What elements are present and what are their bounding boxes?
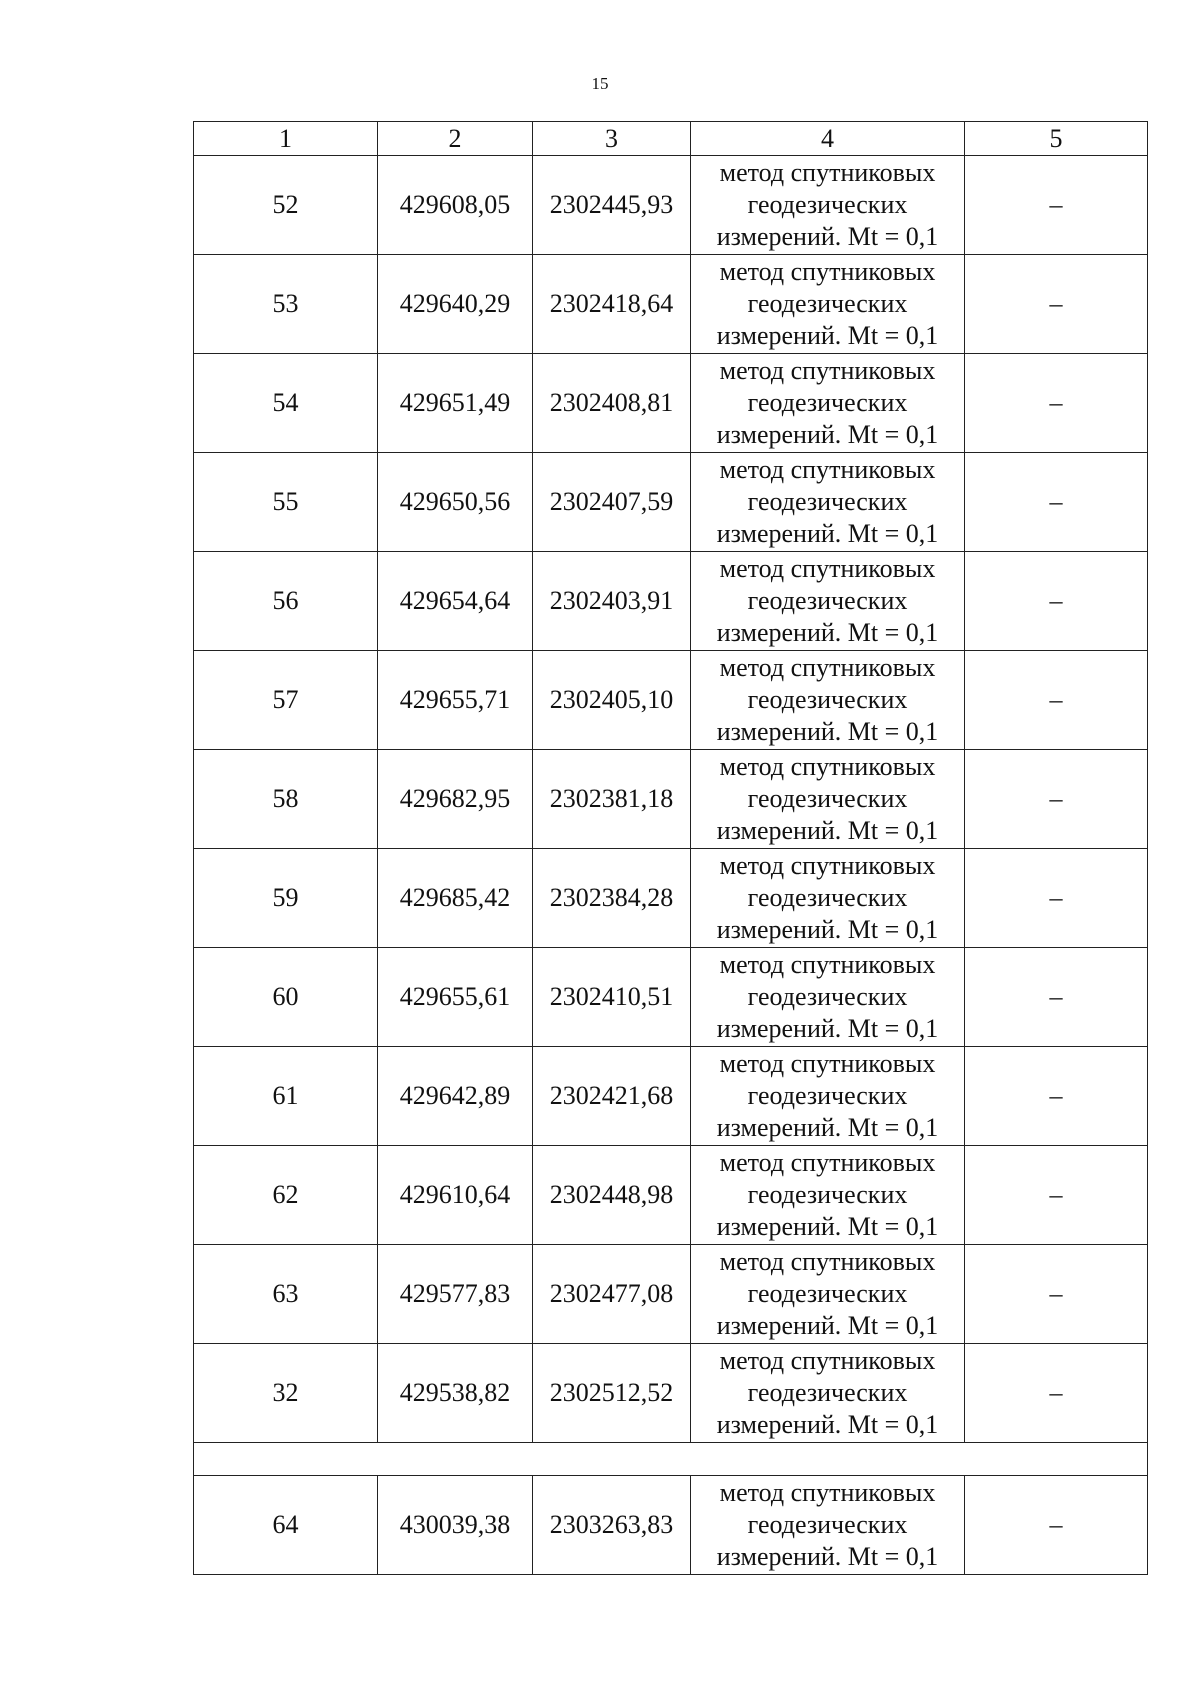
- y-coordinate-cell: 2302418,64: [533, 255, 691, 354]
- table-row: [194, 453, 1148, 552]
- description-cell: –: [965, 354, 1148, 453]
- x-coordinate-cell: 429655,61: [378, 948, 533, 1047]
- method-line: геодезических: [747, 388, 908, 417]
- method-line: измерений. Mt = 0,1: [716, 618, 939, 647]
- page-number: 15: [591, 74, 609, 93]
- method-line: геодезических: [747, 289, 908, 318]
- method-line: геодезических: [747, 685, 908, 714]
- method-cell: [691, 1476, 965, 1575]
- table-row: [194, 552, 1148, 651]
- description-cell: –: [965, 552, 1148, 651]
- method-cell: [691, 255, 965, 354]
- x-coordinate-cell: 429642,89: [378, 1047, 533, 1146]
- table-row: [194, 948, 1148, 1047]
- method-line: измерений. Mt = 0,1: [716, 915, 939, 944]
- method-line: измерений. Mt = 0,1: [716, 1542, 939, 1571]
- header-cell: 2: [378, 122, 533, 156]
- table-header-row: [194, 122, 1148, 156]
- method-line: метод спутниковых: [719, 1346, 936, 1375]
- method-line: измерений. Mt = 0,1: [716, 1113, 939, 1142]
- method-line: измерений. Mt = 0,1: [716, 816, 939, 845]
- method-line: измерений. Mt = 0,1: [716, 321, 939, 350]
- method-line: метод спутниковых: [719, 653, 936, 682]
- method-line: геодезических: [747, 586, 908, 615]
- method-cell: [691, 552, 965, 651]
- y-coordinate-cell: 2302410,51: [533, 948, 691, 1047]
- point-number-cell: 56: [194, 552, 378, 651]
- x-coordinate-cell: 429654,64: [378, 552, 533, 651]
- table-row: [194, 1047, 1148, 1146]
- method-line: измерений. Mt = 0,1: [716, 420, 939, 449]
- x-coordinate-cell: 429608,05: [378, 156, 533, 255]
- separator-cell: [194, 1443, 1148, 1476]
- method-cell: [691, 453, 965, 552]
- description-cell: –: [965, 156, 1148, 255]
- method-cell: [691, 750, 965, 849]
- method-line: метод спутниковых: [719, 1148, 936, 1177]
- description-cell: –: [965, 651, 1148, 750]
- method-cell: [691, 849, 965, 948]
- method-line: метод спутниковых: [719, 1049, 936, 1078]
- method-cell: [691, 948, 965, 1047]
- method-line: геодезических: [747, 1279, 908, 1308]
- point-number-cell: 62: [194, 1146, 378, 1245]
- method-cell: [691, 1245, 965, 1344]
- point-number-cell: 32: [194, 1344, 378, 1443]
- method-cell: [691, 1344, 965, 1443]
- description-cell: –: [965, 453, 1148, 552]
- method-line: геодезических: [747, 784, 908, 813]
- y-coordinate-cell: 2302407,59: [533, 453, 691, 552]
- coordinates-table: [193, 121, 1148, 1575]
- method-line: метод спутниковых: [719, 1247, 936, 1276]
- x-coordinate-cell: 430039,38: [378, 1476, 533, 1575]
- table-row: [194, 354, 1148, 453]
- method-line: измерений. Mt = 0,1: [716, 1014, 939, 1043]
- table-row: [194, 651, 1148, 750]
- x-coordinate-cell: 429640,29: [378, 255, 533, 354]
- method-line: метод спутниковых: [719, 950, 936, 979]
- method-line: метод спутниковых: [719, 554, 936, 583]
- table-row: [194, 1476, 1148, 1575]
- y-coordinate-cell: 2302384,28: [533, 849, 691, 948]
- point-number-cell: 58: [194, 750, 378, 849]
- point-number-cell: 61: [194, 1047, 378, 1146]
- header-cell: 5: [965, 122, 1148, 156]
- method-line: геодезических: [747, 1081, 908, 1110]
- method-line: геодезических: [747, 982, 908, 1011]
- method-line: измерений. Mt = 0,1: [716, 222, 939, 251]
- point-number-cell: 55: [194, 453, 378, 552]
- description-cell: –: [965, 255, 1148, 354]
- description-cell: –: [965, 1146, 1148, 1245]
- header-cell: 1: [194, 122, 378, 156]
- x-coordinate-cell: 429577,83: [378, 1245, 533, 1344]
- method-line: геодезических: [747, 883, 908, 912]
- table-row: [194, 1344, 1148, 1443]
- point-number-cell: 63: [194, 1245, 378, 1344]
- method-line: геодезических: [747, 1180, 908, 1209]
- method-line: геодезических: [747, 487, 908, 516]
- table-row: [194, 849, 1148, 948]
- method-line: измерений. Mt = 0,1: [716, 717, 939, 746]
- table-row: [194, 1245, 1148, 1344]
- method-line: геодезических: [747, 190, 908, 219]
- y-coordinate-cell: 2302477,08: [533, 1245, 691, 1344]
- x-coordinate-cell: 429651,49: [378, 354, 533, 453]
- header-cell: 4: [691, 122, 965, 156]
- description-cell: –: [965, 1344, 1148, 1443]
- x-coordinate-cell: 429610,64: [378, 1146, 533, 1245]
- description-cell: –: [965, 849, 1148, 948]
- point-number-cell: 53: [194, 255, 378, 354]
- y-coordinate-cell: 2302512,52: [533, 1344, 691, 1443]
- method-line: измерений. Mt = 0,1: [716, 519, 939, 548]
- description-cell: –: [965, 750, 1148, 849]
- point-number-cell: 57: [194, 651, 378, 750]
- description-cell: –: [965, 948, 1148, 1047]
- y-coordinate-cell: 2302381,18: [533, 750, 691, 849]
- method-line: метод спутниковых: [719, 356, 936, 385]
- method-line: метод спутниковых: [719, 257, 936, 286]
- table-row: [194, 255, 1148, 354]
- y-coordinate-cell: 2302405,10: [533, 651, 691, 750]
- point-number-cell: 60: [194, 948, 378, 1047]
- point-number-cell: 54: [194, 354, 378, 453]
- y-coordinate-cell: 2302403,91: [533, 552, 691, 651]
- method-line: измерений. Mt = 0,1: [716, 1311, 939, 1340]
- x-coordinate-cell: 429655,71: [378, 651, 533, 750]
- x-coordinate-cell: 429682,95: [378, 750, 533, 849]
- point-number-cell: 59: [194, 849, 378, 948]
- method-line: метод спутниковых: [719, 752, 936, 781]
- method-cell: [691, 651, 965, 750]
- method-line: измерений. Mt = 0,1: [716, 1212, 939, 1241]
- table-row: [194, 750, 1148, 849]
- y-coordinate-cell: 2302421,68: [533, 1047, 691, 1146]
- description-cell: –: [965, 1047, 1148, 1146]
- method-line: метод спутниковых: [719, 851, 936, 880]
- description-cell: –: [965, 1476, 1148, 1575]
- table-row: [194, 156, 1148, 255]
- x-coordinate-cell: 429685,42: [378, 849, 533, 948]
- method-line: метод спутниковых: [719, 158, 936, 187]
- method-cell: [691, 1146, 965, 1245]
- separator-row: [194, 1443, 1148, 1476]
- y-coordinate-cell: 2303263,83: [533, 1476, 691, 1575]
- method-cell: [691, 1047, 965, 1146]
- y-coordinate-cell: 2302408,81: [533, 354, 691, 453]
- y-coordinate-cell: 2302448,98: [533, 1146, 691, 1245]
- method-cell: [691, 156, 965, 255]
- y-coordinate-cell: 2302445,93: [533, 156, 691, 255]
- method-line: метод спутниковых: [719, 455, 936, 484]
- point-number-cell: 64: [194, 1476, 378, 1575]
- x-coordinate-cell: 429538,82: [378, 1344, 533, 1443]
- method-line: геодезических: [747, 1378, 908, 1407]
- method-cell: [691, 354, 965, 453]
- description-cell: –: [965, 1245, 1148, 1344]
- method-line: геодезических: [747, 1510, 908, 1539]
- method-line: измерений. Mt = 0,1: [716, 1410, 939, 1439]
- point-number-cell: 52: [194, 156, 378, 255]
- method-line: метод спутниковых: [719, 1478, 936, 1507]
- header-cell: 3: [533, 122, 691, 156]
- table-row: [194, 1146, 1148, 1245]
- x-coordinate-cell: 429650,56: [378, 453, 533, 552]
